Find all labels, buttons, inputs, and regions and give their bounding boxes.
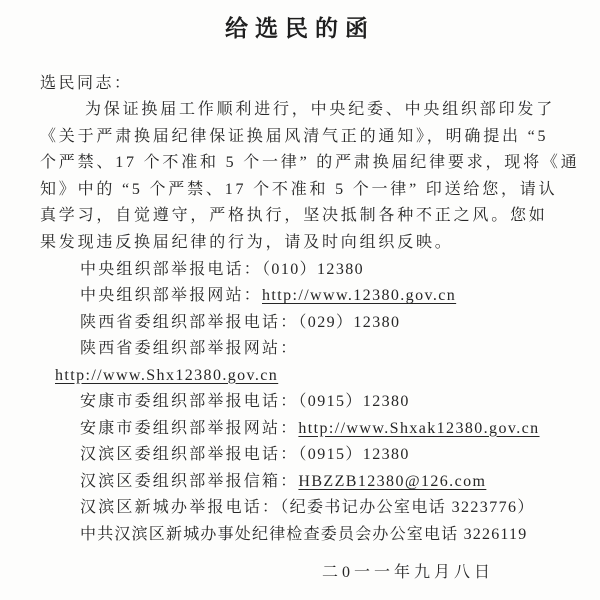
contact-url: http://www.Shxak12380.gov.cn bbox=[298, 419, 540, 437]
body-paragraph bbox=[40, 97, 580, 257]
contact-label: 中央组织部举报网站： bbox=[80, 287, 263, 305]
contact-line-xincheng-phone bbox=[80, 495, 560, 522]
contact-line-central-website bbox=[80, 283, 560, 310]
contact-line-hanbin-phone bbox=[80, 442, 560, 469]
contact-line-shaanxi-website-url bbox=[55, 363, 560, 390]
contact-line-ankang-phone bbox=[80, 389, 560, 416]
contact-label: 汉滨区新城办举报电话： bbox=[80, 499, 281, 517]
contact-label: 安康市委组织部举报电话： bbox=[80, 393, 299, 411]
contact-value: （0915）12380 bbox=[298, 393, 410, 411]
contact-value: （010）12380 bbox=[262, 260, 365, 278]
contact-list bbox=[55, 257, 560, 549]
contact-line-hanbin-email bbox=[80, 469, 560, 496]
contact-label: 中央组织部举报电话： bbox=[80, 260, 263, 278]
contact-label: 安康市委组织部举报网站： bbox=[80, 419, 299, 437]
contact-value: （029）12380 bbox=[298, 313, 401, 331]
contact-url: http://www.Shx12380.gov.cn bbox=[55, 366, 279, 384]
contact-line-central-phone bbox=[80, 257, 560, 284]
contact-email: HBZZB12380@126.com bbox=[298, 472, 487, 490]
contact-label: 汉滨区委组织部举报电话： bbox=[80, 446, 299, 464]
paragraph-line: 知》中的 “5 个严禁、17 个不准和 5 个一律” 印送给您，请认 bbox=[40, 180, 558, 198]
paragraph-line: 《关于严肃换届纪律保证换届风清气正的通知》，明确提出 “5 bbox=[40, 127, 549, 145]
contact-value: （纪委书记办公室电话 3223776） bbox=[280, 499, 535, 517]
contact-label: 汉滨区委组织部举报信箱： bbox=[80, 472, 299, 490]
page-title: 给选民的函 bbox=[225, 15, 375, 41]
contact-line-shaanxi-phone bbox=[80, 310, 560, 337]
paragraph-line: 为保证换届工作顺利进行，中央纪委、中央组织部印发了 bbox=[85, 101, 556, 118]
contact-line-shaanxi-website-label bbox=[80, 336, 560, 363]
contact-label: 陕西省委组织部举报网站： bbox=[80, 340, 299, 358]
paragraph-line: 个严禁、17 个不准和 5 个一律” 的严肃换届纪律要求，现将《通 bbox=[40, 154, 580, 172]
date-line: 二0一一年九月八日 bbox=[321, 564, 494, 582]
paragraph-line: 果发现违反换届纪律的行为，请及时向组织反映。 bbox=[40, 233, 454, 251]
contact-url: http://www.12380.gov.cn bbox=[262, 287, 457, 305]
contact-label: 中共汉滨区新城办事处纪律检查委员会办公室电话 3226119 bbox=[80, 525, 528, 543]
contact-value: （0915）12380 bbox=[298, 446, 410, 464]
contact-label: 陕西省委组织部举报电话： bbox=[80, 313, 299, 331]
contact-line-ankang-website bbox=[80, 416, 560, 443]
salutation: 选民同志： bbox=[40, 75, 133, 92]
contact-line-discipline-office bbox=[80, 522, 560, 549]
paragraph-line: 真学习，自觉遵守，严格执行，坚决抵制各种不正之风。您如 bbox=[40, 207, 548, 225]
